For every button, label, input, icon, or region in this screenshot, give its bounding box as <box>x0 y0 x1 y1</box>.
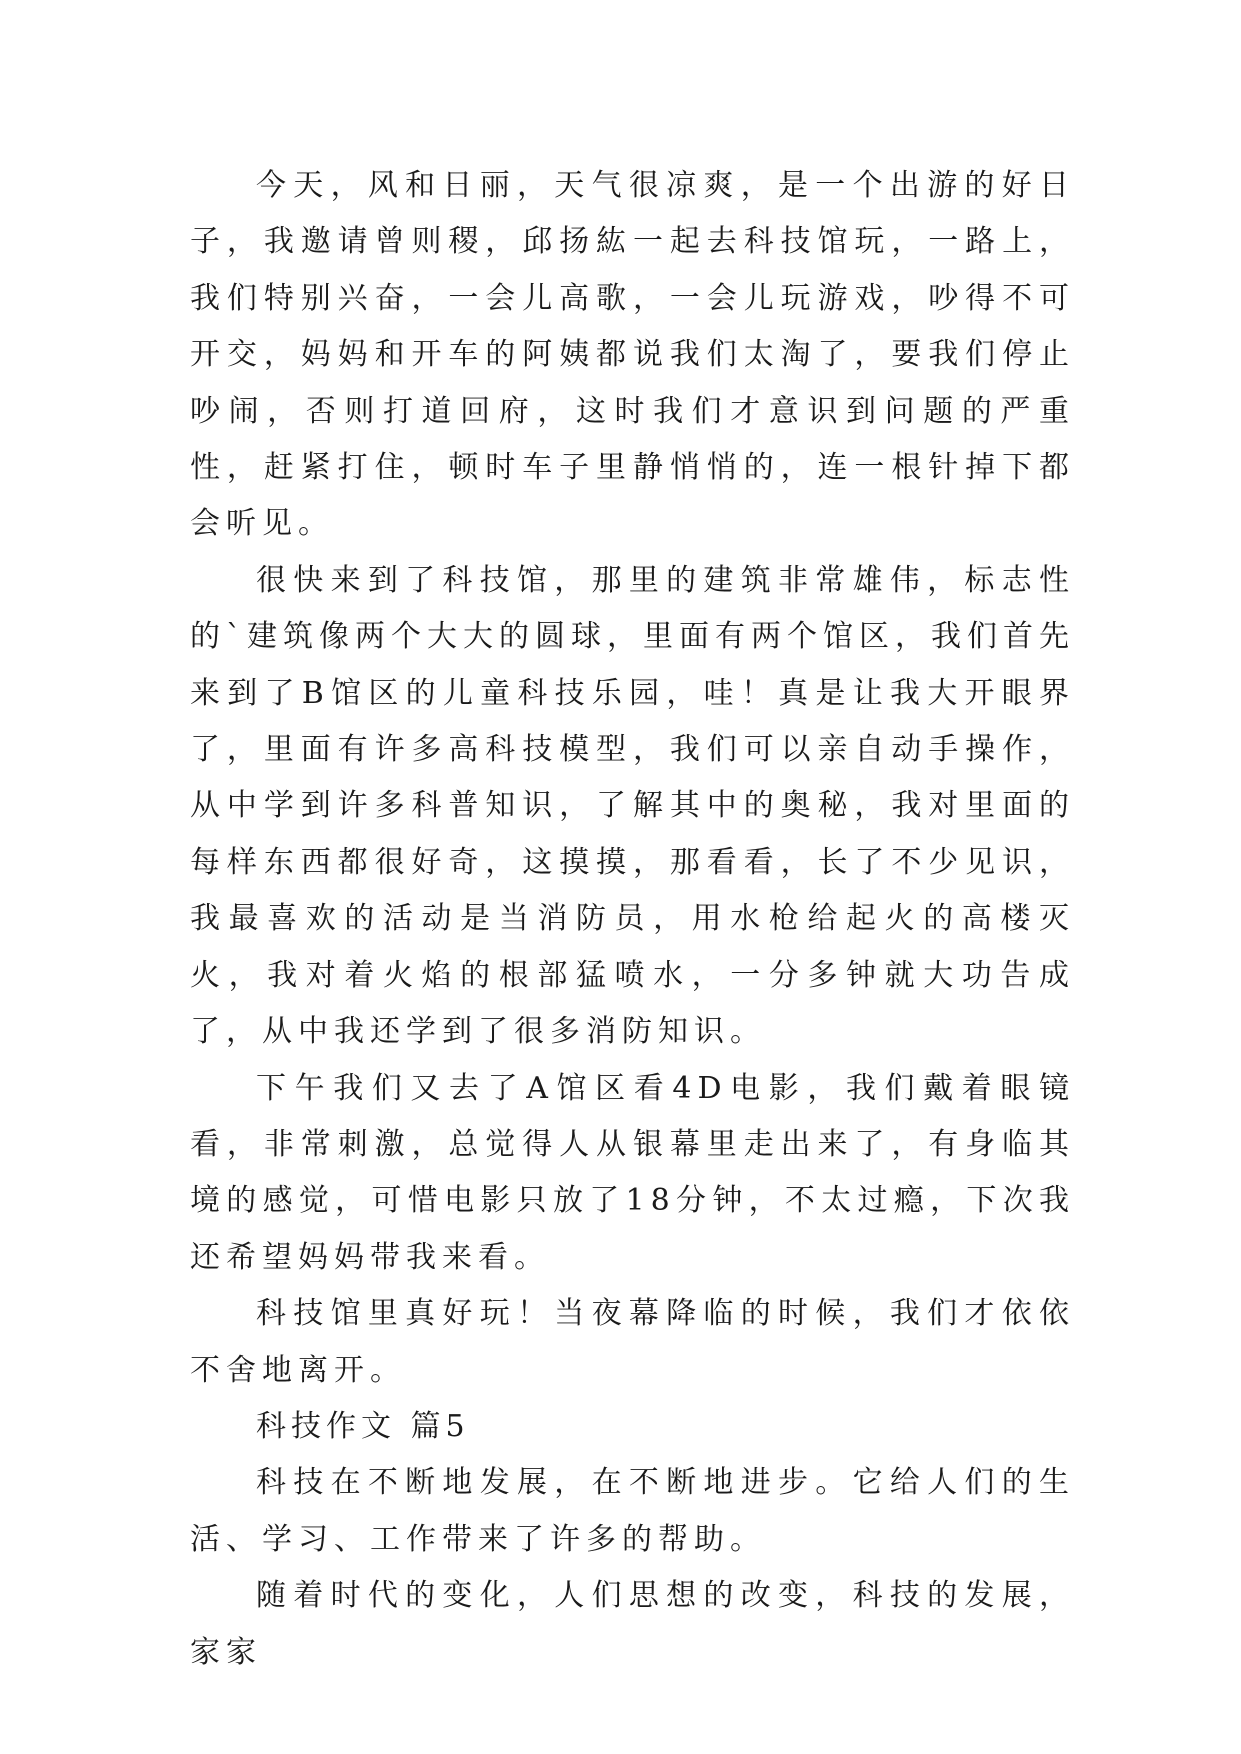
paragraph-trip-start: 今天，风和日丽，天气很凉爽，是一个出游的好日子，我邀请曾则稷，邱扬紘一起去科技馆玩，一路上，我们特别兴奋，一会儿高歌，一会儿玩游戏，吵得不可开交，妈妈和开车的阿姨都说我们太淘了，要我们停止吵闹，否则打道回府，这时我们才意识到问题的严重性，赶紧打住，顿时车子里静悄悄的，连一根针掉下都会听见。 <box>190 168 1075 542</box>
paragraph-science-museum: 很快来到了科技馆，那里的建筑非常雄伟，标志性的`建筑像两个大大的圆球，里面有两个馆区，我们首先来到了B馆区的儿童科技乐园，哇！真是让我大开眼界了，里面有许多高科技模型，我们可以亲自动手操作，从中学到许多科普知识，了解其中的奥秘，我对里面的每样东西都很好奇，这摸摸，那看看，长了不少见识，我最喜欢的活动是当消防员，用水枪给起火的高楼灭火，我对着火焰的根部猛喷水，一分多钟就大功告成了，从中我还学到了很多消防知识。 <box>190 562 1075 1050</box>
paragraph-times-change: 随着时代的变化，人们思想的改变，科技的发展，家家 <box>190 1578 1075 1670</box>
paragraph-4d-movie: 下午我们又去了A馆区看4D电影，我们戴着眼镜看，非常刺激，总觉得人从银幕里走出来了，有身临其境的感觉，可惜电影只放了18分钟，不太过瘾，下次我还希望妈妈带我来看。 <box>190 1070 1075 1275</box>
paragraph-leaving: 科技馆里真好玩！当夜幕降临的时候，我们才依依不舍地离开。 <box>190 1296 1075 1388</box>
body-text <box>190 158 1075 1681</box>
section-heading: 科技作文 篇5 <box>256 1408 470 1444</box>
paragraph-tech-progress: 科技在不断地发展，在不断地进步。它给人们的生活、学习、工作带来了许多的帮助。 <box>190 1465 1075 1557</box>
